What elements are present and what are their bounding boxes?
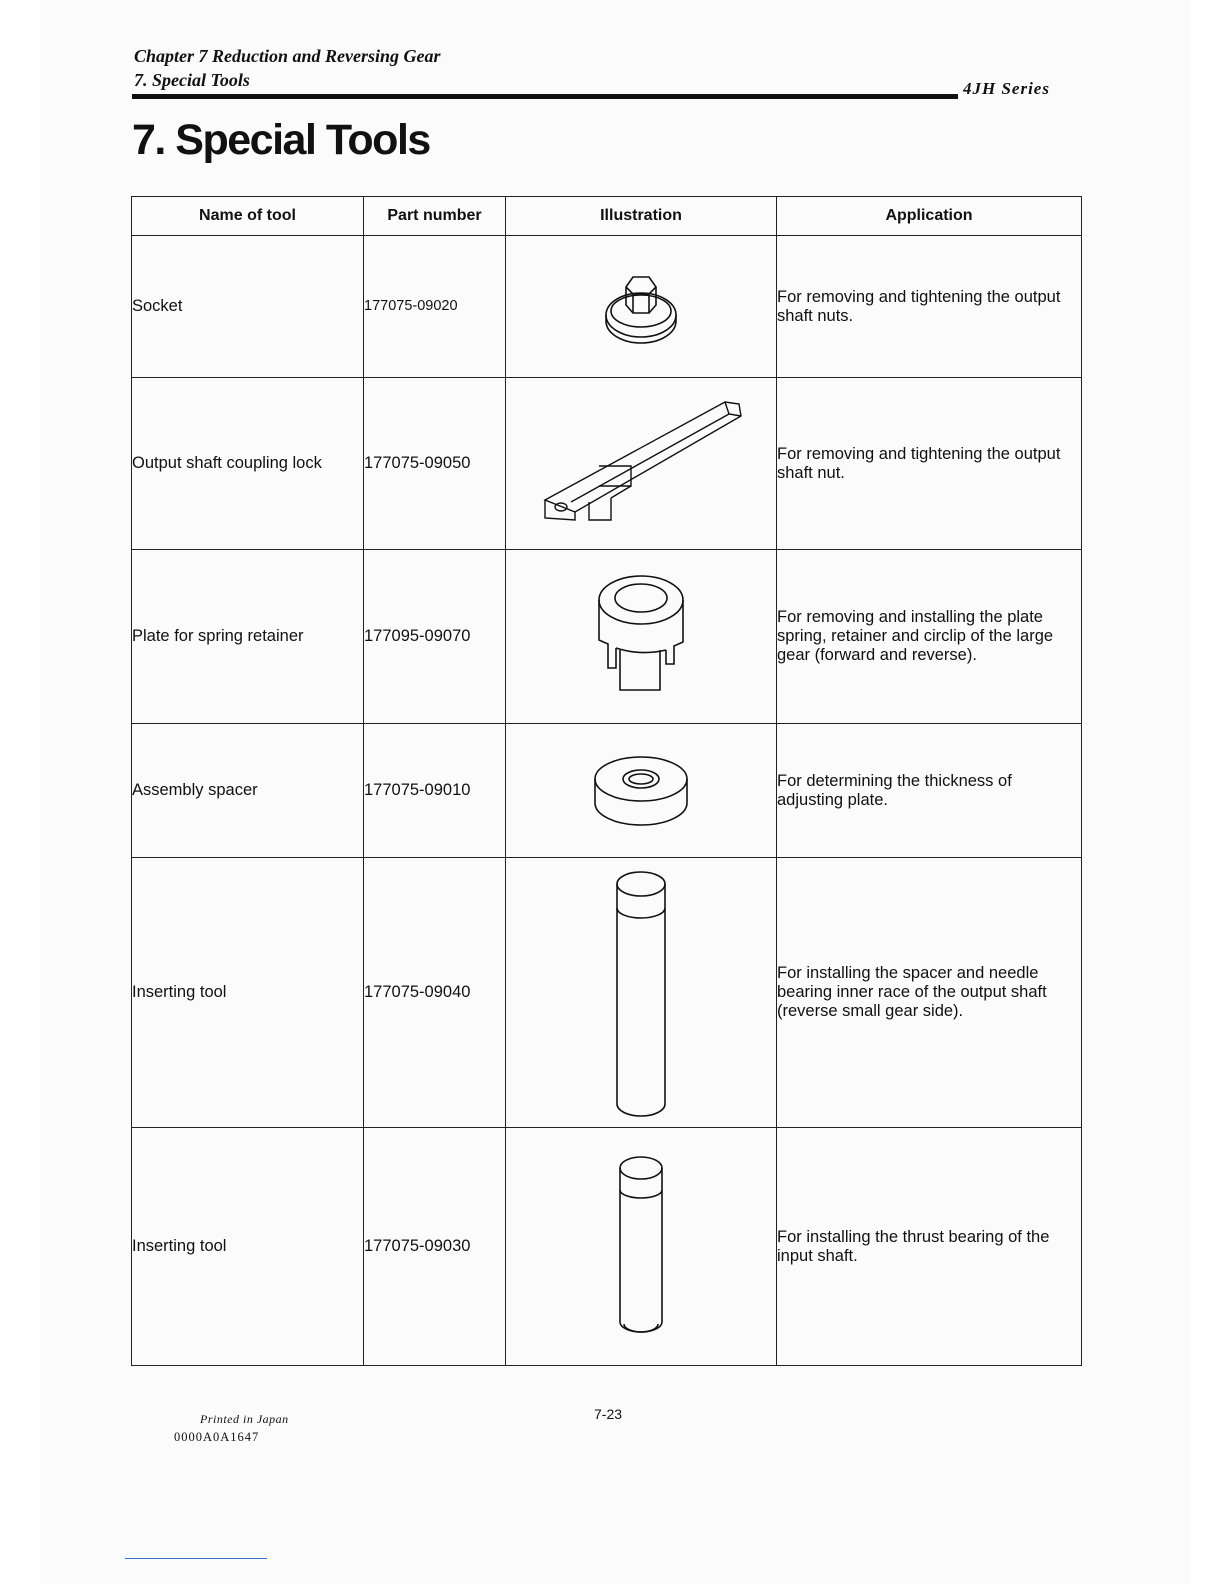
tool-name: Inserting tool: [132, 1128, 364, 1366]
table-row: [132, 1128, 1082, 1366]
page-title: 7. Special Tools: [132, 116, 430, 164]
column-header-application: Application: [777, 197, 1082, 236]
illustration-cell: [506, 378, 777, 550]
illustration-cell: [506, 550, 777, 724]
column-header-illustration: Illustration: [506, 197, 777, 236]
table-row: [132, 858, 1082, 1128]
table-header-row: [132, 197, 1082, 236]
tool-name: Output shaft coupling lock: [132, 378, 364, 550]
column-header-name: Name of tool: [132, 197, 364, 236]
application-text: For removing and tightening the output shaft nut.: [777, 378, 1082, 550]
header-series: 4JH Series: [963, 79, 1050, 98]
coupling-lock-icon: [531, 394, 751, 534]
column-header-part: Part number: [364, 197, 506, 236]
spring-retainer-plate-icon: [586, 572, 696, 702]
inserting-tool-short-icon: [614, 1154, 668, 1340]
table-row: [132, 724, 1082, 858]
assembly-spacer-icon: [586, 749, 696, 833]
illustration-cell: [506, 724, 777, 858]
footer-link-line: [125, 1558, 267, 1559]
application-text: For installing the thrust bearing of the input shaft.: [777, 1128, 1082, 1366]
table-row: [132, 550, 1082, 724]
tool-name: Socket: [132, 236, 364, 378]
part-number: 177075-09020: [364, 236, 506, 378]
header-chapter: Chapter 7 Reduction and Reversing Gear: [134, 46, 441, 66]
illustration-cell: [506, 858, 777, 1128]
inserting-tool-long-icon: [611, 868, 671, 1118]
footer-printed: Printed in Japan: [200, 1412, 289, 1426]
part-number: 177095-09070: [364, 550, 506, 724]
tool-name: Plate for spring retainer: [132, 550, 364, 724]
application-text: For determining the thickness of adjusting plate.: [777, 724, 1082, 858]
illustration-cell: [506, 1128, 777, 1366]
header-rule: [132, 94, 958, 99]
application-text: For installing the spacer and needle bearing inner race of the output shaft (reverse small gear side).: [777, 858, 1082, 1128]
part-number: 177075-09040: [364, 858, 506, 1128]
page-number: 7-23: [594, 1406, 623, 1422]
table-row: [132, 378, 1082, 550]
tool-name: Assembly spacer: [132, 724, 364, 858]
tool-name: Inserting tool: [132, 858, 364, 1128]
socket-icon: [596, 267, 686, 347]
application-text: For removing and installing the plate spring, retainer and circlip of the large gear (forward and reverse).: [777, 550, 1082, 724]
footer-code: 0000A0A1647: [174, 1430, 260, 1444]
table-row: [132, 236, 1082, 378]
part-number: 177075-09050: [364, 378, 506, 550]
application-text: For removing and tightening the output shaft nuts.: [777, 236, 1082, 378]
part-number: 177075-09030: [364, 1128, 506, 1366]
part-number: 177075-09010: [364, 724, 506, 858]
header-section: 7. Special Tools: [134, 70, 250, 90]
illustration-cell: [506, 236, 777, 378]
special-tools-table: [131, 196, 1082, 1366]
